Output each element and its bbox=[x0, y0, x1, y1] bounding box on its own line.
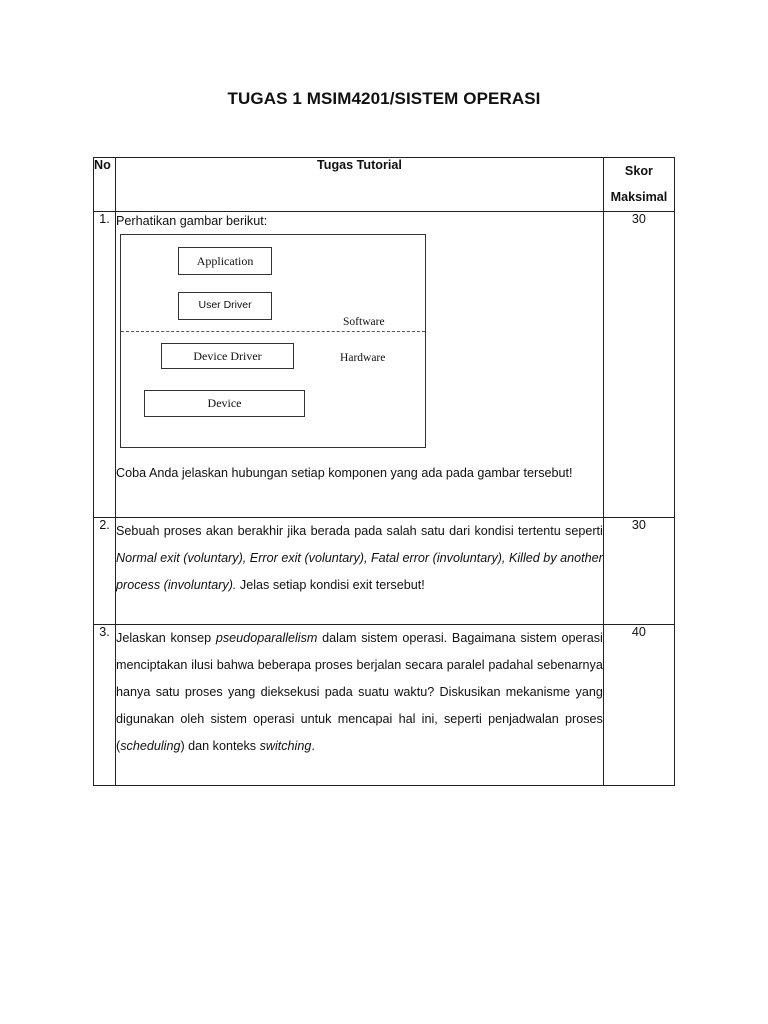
header-no: No bbox=[94, 158, 116, 212]
task-cell bbox=[116, 518, 604, 625]
table-row bbox=[94, 625, 675, 786]
task-cell bbox=[116, 212, 604, 518]
task-text-part: . bbox=[311, 739, 315, 753]
row-number: 1. bbox=[94, 212, 116, 518]
task-text bbox=[116, 518, 603, 599]
task-text-part: ) dan konteks bbox=[180, 739, 260, 753]
header-score-line1: Skor bbox=[624, 164, 653, 178]
header-score-line2: Maksimal bbox=[610, 190, 668, 204]
diagram-label-software: Software bbox=[343, 316, 385, 328]
table-row bbox=[94, 212, 675, 518]
table-row bbox=[94, 518, 675, 625]
diagram-divider bbox=[121, 331, 425, 332]
task-text-italic: switching bbox=[259, 739, 312, 753]
diagram-box-device-driver: Device Driver bbox=[161, 343, 294, 369]
task-text-part: Sebuah proses akan berakhir jika berada pada salah satu dari kondisi tertentu seperti bbox=[116, 524, 603, 538]
score-cell: 40 bbox=[603, 625, 674, 786]
diagram-box-device: Device bbox=[144, 390, 305, 417]
header-task: Tugas Tutorial bbox=[116, 158, 604, 212]
header-score bbox=[603, 158, 674, 212]
task-question: Coba Anda jelaskan hubungan setiap komponen yang ada pada gambar tersebut! bbox=[116, 466, 573, 480]
task-text-italic: Normal exit (voluntary), Error exit (voluntary), Fatal error (involuntary), Killed by another process (involuntary). bbox=[116, 551, 603, 592]
row-number: 2. bbox=[94, 518, 116, 625]
task-cell bbox=[116, 625, 604, 786]
diagram-box-application: Application bbox=[178, 247, 272, 275]
task-intro: Perhatikan gambar berikut: bbox=[116, 214, 268, 228]
layer-diagram bbox=[120, 234, 426, 448]
task-text-part: Jelas setiap kondisi exit tersebut! bbox=[236, 578, 425, 592]
score-cell: 30 bbox=[603, 212, 674, 518]
diagram-box-user-driver: User Driver bbox=[178, 292, 272, 320]
task-text-italic: scheduling bbox=[120, 739, 181, 753]
task-table bbox=[93, 157, 675, 786]
document-title: TUGAS 1 MSIM4201/SISTEM OPERASI bbox=[227, 89, 541, 108]
table-header-row bbox=[94, 158, 675, 212]
diagram-label-hardware: Hardware bbox=[340, 352, 386, 364]
score-cell: 30 bbox=[603, 518, 674, 625]
task-text bbox=[116, 625, 603, 760]
task-text-part: Jelaskan konsep bbox=[116, 631, 216, 645]
task-text-part: dalam sistem operasi. Bagaimana sistem operasi menciptakan ilusi bahwa beberapa proses berjalan secara paralel padahal sebenarnya hanya satu proses yang dieksekusi pada suatu waktu? Diskusikan mekanisme yang digunakan oleh sistem operasi untuk mencapai hal ini, seperti penjadwalan proses ( bbox=[116, 631, 603, 753]
task-text-italic: pseudoparallelism bbox=[215, 631, 318, 645]
row-number: 3. bbox=[94, 625, 116, 786]
